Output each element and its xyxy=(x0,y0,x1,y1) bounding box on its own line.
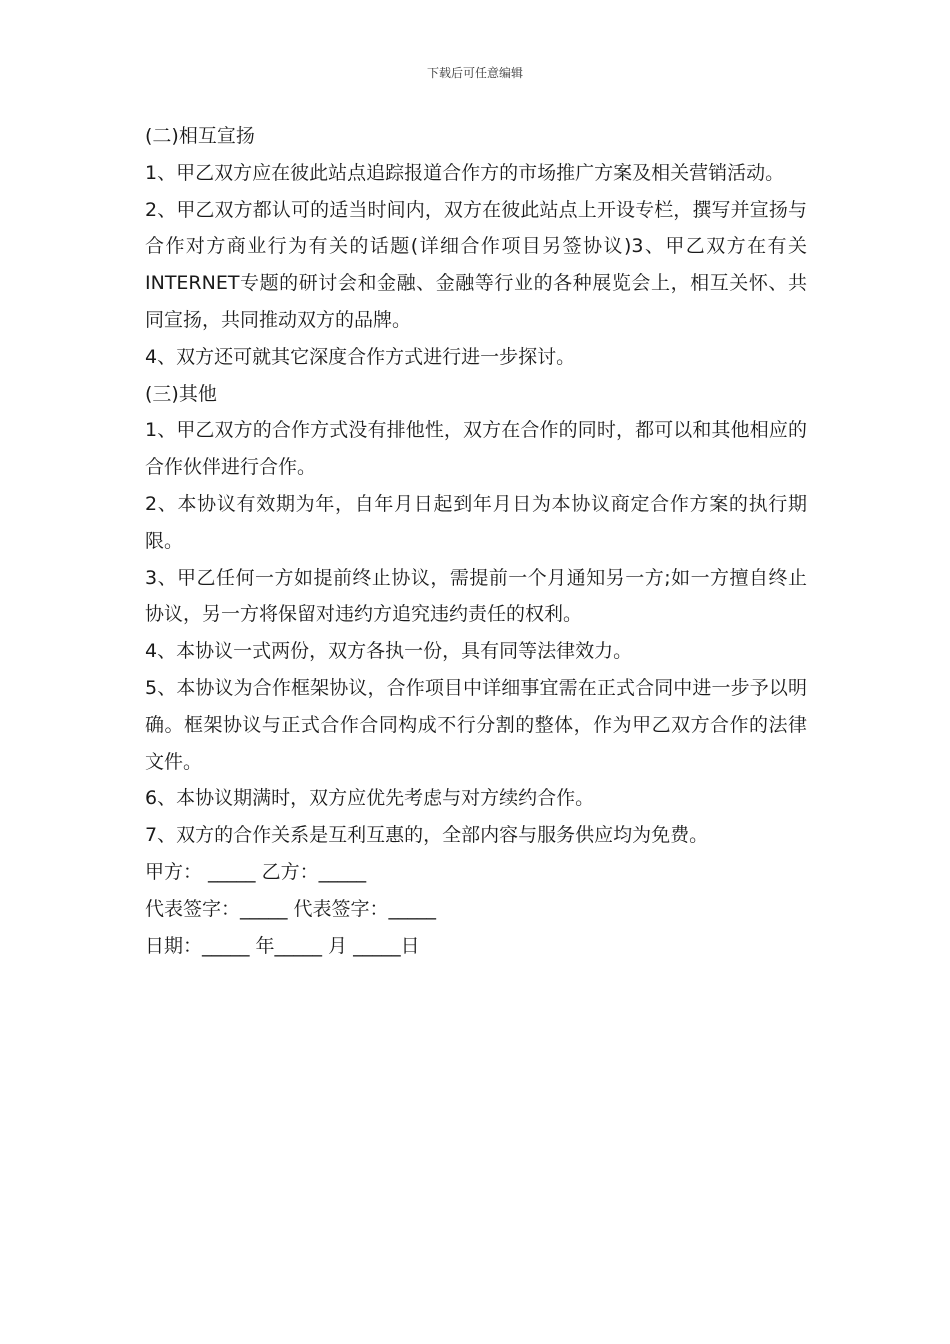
signature-line-date: 日期：_____ 年_____ 月 _____日 xyxy=(145,934,420,957)
clause-paragraph: 1、甲乙双方的合作方式没有排他性，双方在合作的同时，都可以和其他相应的合作伙伴进行合作。 xyxy=(145,419,807,479)
section-heading-other: (三)其他 xyxy=(145,382,217,405)
clause-paragraph: 3、甲乙任何一方如提前终止协议，需提前一个月通知另一方;如一方擅自终止协议，另一方将保留对违约方追究违约责任的权利。 xyxy=(145,566,807,626)
signature-line-parties: 甲方： _____ 乙方：_____ xyxy=(145,860,367,883)
clause-paragraph: 4、本协议一式两份，双方各执一份，具有同等法律效力。 xyxy=(145,640,633,663)
clause-paragraph: 7、双方的合作关系是互利互惠的，全部内容与服务供应均为免费。 xyxy=(145,824,709,847)
document-body xyxy=(145,118,807,964)
clause-paragraph: 1、甲乙双方应在彼此站点追踪报道合作方的市场推广方案及相关营销活动。 xyxy=(145,161,785,184)
clause-paragraph: 2、本协议有效期为年，自年月日起到年月日为本协议商定合作方案的执行期限。 xyxy=(145,492,807,552)
clause-paragraph: 6、本协议期满时，双方应优先考虑与对方续约合作。 xyxy=(145,787,595,810)
signature-line-representatives: 代表签字：_____ 代表签字：_____ xyxy=(145,897,437,920)
clause-paragraph: 2、甲乙双方都认可的适当时间内，双方在彼此站点上开设专栏，撰写并宣扬与合作对方商业行为有关的话题(详细合作项目另签协议)3、甲乙双方在有关INTERNET专题的研讨会和金融、金融等行业的各种展览会上，相互关怀、共同宣扬，共同推动双方的品牌。 xyxy=(145,198,807,331)
page-header-note: 下载后可任意编辑 xyxy=(426,66,523,80)
clause-paragraph: 4、双方还可就其它深度合作方式进行进一步探讨。 xyxy=(145,345,576,368)
clause-paragraph: 5、本协议为合作框架协议，合作项目中详细事宜需在正式合同中进一步予以明确。框架协议与正式合作合同构成不行分割的整体，作为甲乙双方合作的法律文件。 xyxy=(145,676,807,773)
section-heading-mutual-promotion: (二)相互宣扬 xyxy=(145,125,255,147)
